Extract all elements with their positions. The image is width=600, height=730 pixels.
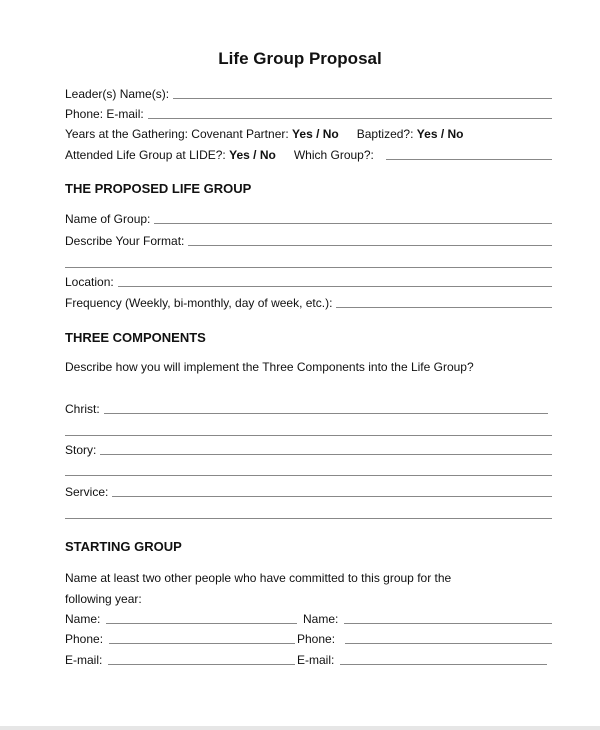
story-label: Story: [65,443,97,457]
email-label: E-mail: [297,653,335,667]
baptized-label: Baptized?: [356,127,414,141]
email-row [65,651,547,667]
instruction-text-2: following year: [65,592,142,606]
story-line[interactable] [100,453,552,455]
blank-line[interactable] [65,266,552,268]
christ-line-2[interactable] [65,422,552,438]
format-field[interactable] [65,232,552,248]
story-field[interactable] [65,441,552,457]
starting-instruction-1 [65,569,552,585]
phone-email-line[interactable] [148,117,552,119]
phone-line[interactable] [345,642,552,644]
page-title: Life Group Proposal [218,49,382,68]
location-label: Location: [65,275,114,289]
christ-line[interactable] [104,412,548,414]
group-name-label: Name of Group: [65,212,151,226]
email-line[interactable] [340,663,547,665]
blank-line[interactable] [65,434,552,436]
attended-label: Attended Life Group at LIDE?: [65,148,226,162]
christ-field[interactable] [65,400,548,416]
email-field-1[interactable] [65,653,295,667]
blank-line[interactable] [65,474,552,476]
phone-field-1[interactable] [65,632,295,646]
name-line[interactable] [344,622,552,624]
phone-label: Phone: [65,632,104,646]
page-edge [0,726,600,730]
years-row [65,125,552,141]
phone-label: Phone: [297,632,336,646]
frequency-label: Frequency (Weekly, bi-monthly, day of week, etc.): [65,296,333,310]
components-heading: THREE COMPONENTS [65,330,206,345]
format-label: Describe Your Format: [65,234,185,248]
format-line[interactable] [188,244,552,246]
leaders-field[interactable] [65,85,552,101]
name-label: Name: [65,612,101,626]
components-question [65,358,552,374]
phone-line[interactable] [109,642,295,644]
name-row [65,610,552,626]
name-field-2[interactable] [303,612,552,626]
which-group-label: Which Group?: [293,148,374,162]
location-field[interactable] [65,273,552,289]
group-name-line[interactable] [154,222,552,224]
location-line[interactable] [118,285,552,287]
phone-email-label: Phone: E-mail: [65,107,144,121]
attended-yes-no[interactable]: Yes / No [229,148,276,162]
which-group-line[interactable] [386,158,552,160]
frequency-field[interactable] [65,294,552,310]
leaders-label: Leader(s) Name(s): [65,87,170,101]
proposed-heading: THE PROPOSED LIFE GROUP [65,181,252,196]
service-label: Service: [65,485,109,499]
email-field-2[interactable] [297,653,547,667]
story-line-2[interactable] [65,462,552,478]
service-line-2[interactable] [65,505,552,521]
blank-line[interactable] [65,517,552,519]
format-line-2[interactable] [65,254,552,270]
starting-instruction-2 [65,590,552,606]
attended-row [65,146,552,162]
name-line[interactable] [106,622,297,624]
covenant-yes-no[interactable]: Yes / No [292,127,339,141]
group-name-field[interactable] [65,210,552,226]
name-label: Name: [303,612,339,626]
phone-email-field[interactable] [65,105,552,121]
covenant-label: Years at the Gathering: Covenant Partner: [65,127,289,141]
baptized-yes-no[interactable]: Yes / No [416,127,464,141]
email-label: E-mail: [65,653,103,667]
phone-row [65,630,552,646]
frequency-line[interactable] [336,306,552,308]
instruction-text-1: Name at least two other people who have committed to this group for the [65,571,452,585]
phone-field-2[interactable] [297,632,552,646]
components-question-text: Describe how you will implement the Three Components into the Life Group? [65,360,474,374]
name-field-1[interactable] [65,612,297,626]
email-line[interactable] [108,663,295,665]
leaders-line[interactable] [173,97,552,99]
service-field[interactable] [65,483,552,499]
service-line[interactable] [112,495,552,497]
christ-label: Christ: [65,402,100,416]
starting-heading: STARTING GROUP [65,539,182,554]
